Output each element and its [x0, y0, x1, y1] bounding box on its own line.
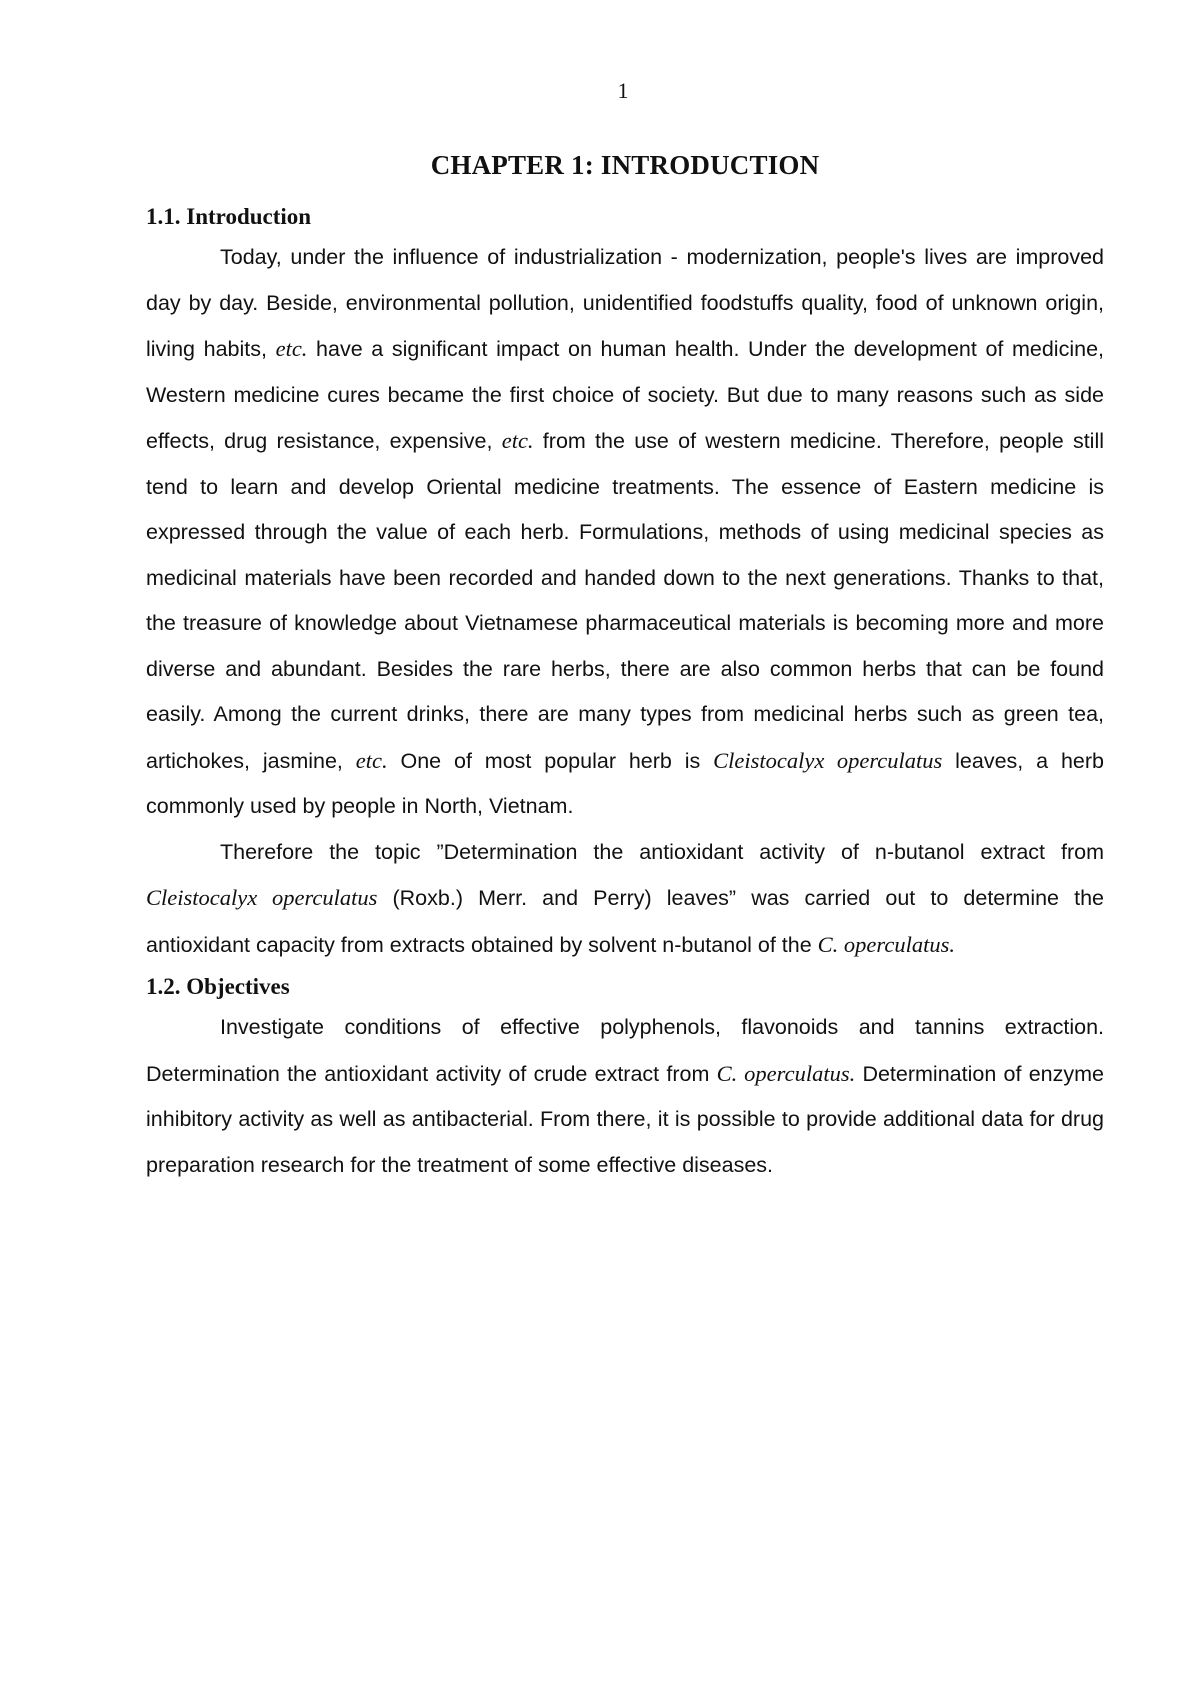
italic-etc: etc.	[501, 428, 534, 453]
species-short-name: C. operculatus.	[716, 1060, 856, 1086]
species-name: Cleistocalyx operculatus	[713, 747, 943, 773]
text-run: One of most popular herb is	[387, 748, 714, 773]
species-short-name: C. operculatus.	[817, 931, 955, 957]
text-run: Therefore the topic ”Determination the antioxidant activity of n-butanol extract from	[220, 839, 1104, 864]
introduction-paragraph-2	[146, 830, 1104, 969]
text-run: have a significant impact on human health. Under the development of medicine, Western medicine cures became the first choice of society. But due to many reasons such as side effects, drug resistance, expensive,	[146, 337, 1104, 453]
italic-etc: etc.	[355, 747, 388, 773]
text-run: from the use of western medicine. Therefore, people still tend to learn and develop Oriental medicine treatments. The essence of Eastern medicine is expressed through the value of each herb. Formulations, methods of using medicinal species as medicinal materials have been recorded and handed down to the next generations. Thanks to that, the treasure of knowledge about Vietnamese pharmaceutical materials is becoming more and more diverse and abundant. Besides the rare herbs, there are also common herbs that can be found easily. Among the current drinks, there are many types from medicinal herbs such as green tea, artichokes, jasmine,	[146, 429, 1104, 773]
introduction-paragraph-1	[146, 235, 1104, 830]
section-heading-introduction: 1.1. Introduction	[146, 204, 312, 229]
italic-etc: etc.	[275, 336, 308, 361]
page-content	[146, 140, 1104, 1188]
section-heading-objectives: 1.2. Objectives	[146, 974, 290, 999]
objectives-paragraph-1	[146, 1005, 1104, 1188]
text-run: (Roxb.) Merr. and Perry) leaves” was carried out to determine the antioxidant capacity from extracts obtained by solvent n-butanol of the	[146, 886, 1105, 957]
species-name: Cleistocalyx operculatus	[146, 885, 378, 910]
text-run: Investigate conditions of effective polyphenols, flavonoids and tannins extraction. Determination the antioxidant activity of crude extract from	[146, 1015, 1104, 1086]
chapter-title: CHAPTER 1: INTRODUCTION	[430, 150, 820, 180]
text-run: leaves, a herb commonly used by people in North, Vietnam.	[146, 748, 1104, 818]
text-run: Determination of enzyme inhibitory activity as well as antibacterial. From there, it is possible to provide additional data for drug preparation research for the treatment of some effective diseases.	[146, 1061, 1104, 1177]
page-number: 1	[617, 78, 629, 103]
text-run: Today, under the influence of industrialization - modernization, people's lives are improved day by day. Beside, environmental pollution, unidentified foodstuffs quality, food of unknown origin, living habits,	[146, 245, 1104, 361]
